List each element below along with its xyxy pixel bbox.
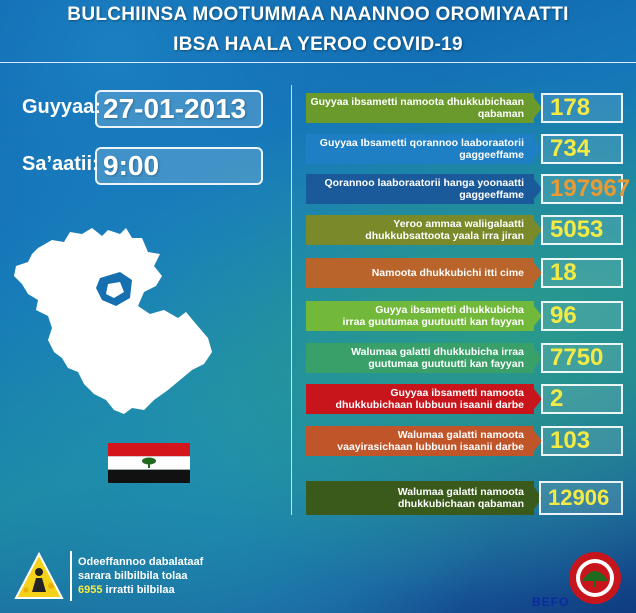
- stat-value: 103: [541, 426, 623, 456]
- stat-label: [306, 215, 534, 245]
- stat-label: [306, 343, 534, 373]
- footer-line-2: sarara bilbilbila tolaa: [78, 570, 188, 582]
- header-divider: [0, 62, 636, 63]
- stat-label-line2: irraa guutumaa guutuutti kan fayyan: [342, 316, 524, 328]
- stat-row: [306, 343, 624, 373]
- stat-label-total-line2: dhukkubichaan qabaman: [397, 498, 524, 510]
- stat-label-line1: Walumaa galatti namoota: [397, 429, 524, 441]
- stat-label: [306, 426, 534, 456]
- stat-label: [306, 384, 534, 414]
- stat-row: [306, 134, 624, 164]
- stat-label-line1: Guyyaa ibsametti namoota dhukkubichaan: [310, 96, 524, 108]
- brand-text: BEFO: [532, 595, 570, 609]
- stat-value: 5053: [541, 215, 623, 245]
- stat-value: 178: [541, 93, 623, 123]
- time-value: 9:00: [95, 147, 263, 185]
- stat-label-line2: qabaman: [477, 108, 524, 120]
- stat-label-line1: Guyyaa ibsametti namoota: [390, 387, 524, 399]
- warning-person-icon: [14, 552, 64, 600]
- stat-row: [306, 301, 624, 331]
- oromia-map-icon: [8, 214, 218, 424]
- stat-label-line2: gaggeeffame: [459, 149, 524, 161]
- stat-label-line2: dhukkubichaan lubbuun isaanii darbe: [335, 399, 524, 411]
- date-label: Guyyaa:: [22, 96, 101, 118]
- footer-line-1: Odeeffannoo dabalataaf: [78, 556, 204, 568]
- footer-line-3: [78, 583, 203, 597]
- stat-label-line2: gaggeeffame: [459, 189, 524, 201]
- footer-divider: [70, 551, 72, 601]
- stat-label-line2: dhukkubsattoota yaala irra jiran: [365, 230, 524, 242]
- stat-label: [306, 258, 534, 288]
- stat-row: [306, 215, 624, 245]
- stat-row-total: [306, 481, 624, 515]
- stat-value: 18: [541, 258, 623, 288]
- stat-value: 96: [541, 301, 623, 331]
- stat-row: [306, 93, 624, 123]
- stat-row: [306, 258, 624, 288]
- stat-label-line1: Guyya ibsametti dhukkubicha: [375, 304, 524, 316]
- stat-label-line2: guutumaa guutuutti kan fayyan: [368, 358, 524, 370]
- stat-label: [306, 134, 534, 164]
- footer-line-3-suffix: irratti bilbilaa: [102, 584, 175, 596]
- stat-label: [306, 301, 534, 331]
- stat-label-total-line1: Walumaa galatti namoota: [397, 486, 524, 498]
- stat-value: 734: [541, 134, 623, 164]
- stat-value: 7750: [541, 343, 623, 373]
- befo-emblem-icon: [568, 551, 622, 605]
- stat-label-line1: Yeroo ammaa waliigalaatti: [393, 218, 524, 230]
- date-value: 27-01-2013: [95, 90, 263, 128]
- flag-red-stripe: [108, 443, 190, 456]
- stat-row: [306, 426, 624, 456]
- stat-value: 197967: [541, 174, 623, 204]
- stat-label-line1: Guyyaa Ibsametti qorannoo laaboraatorii: [319, 137, 524, 149]
- stat-label: [306, 93, 534, 123]
- stat-row: [306, 174, 631, 204]
- oromia-flag-icon: [108, 443, 190, 483]
- stat-label: [306, 174, 534, 204]
- stat-value: 2: [541, 384, 623, 414]
- hotline-number: 6955: [78, 584, 103, 596]
- time-label: Sa’aatii:: [22, 153, 99, 175]
- stat-label-line1: Namoota dhukkubichi itti cime: [371, 267, 524, 279]
- stat-label-line1: Walumaa galatti dhukkubicha irraa: [351, 346, 524, 358]
- title-line-2: IBSA HAALA YEROO COVID-19: [173, 34, 463, 55]
- stat-label-total: [306, 481, 534, 515]
- title-line-1: BULCHIINSA MOOTUMMAA NAANNOO OROMIYAATTI: [67, 4, 569, 25]
- stat-label-line1: Qorannoo laaboraatorii hanga yoonaatti: [324, 177, 524, 189]
- stat-label-line2: vaayirasichaan lubbuun isaanii darbe: [337, 441, 524, 453]
- footer-text: [78, 555, 203, 597]
- stat-value-total: 12906: [539, 481, 623, 515]
- stat-row: [306, 384, 624, 414]
- column-divider: [291, 85, 292, 515]
